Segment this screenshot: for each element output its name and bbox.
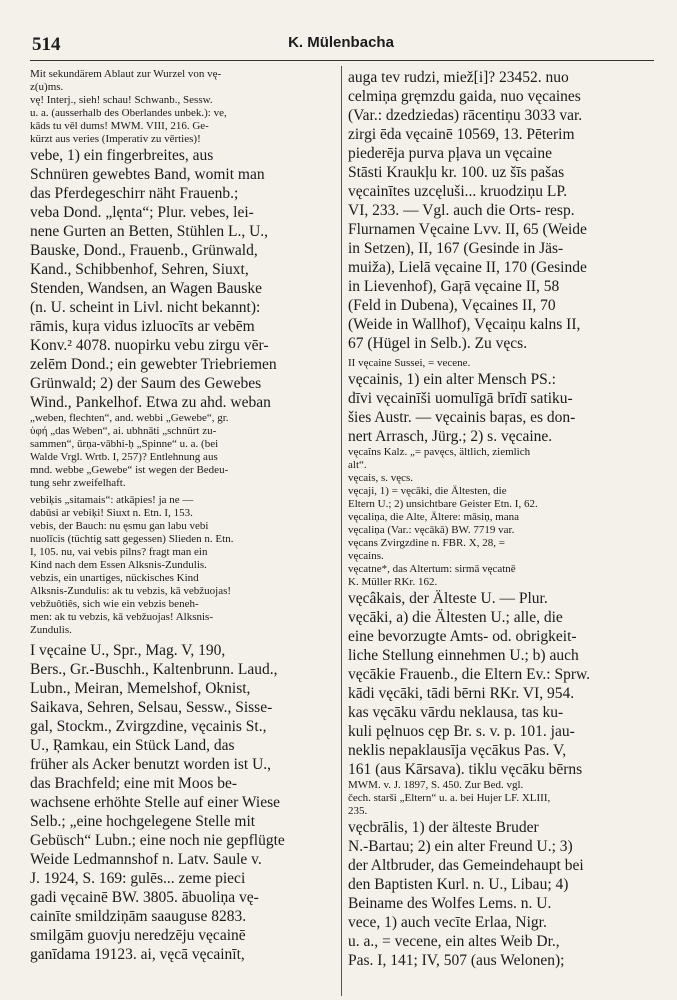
text-line: Eltern U.; 2) unsichtbare Geister Etn. I, 62. [348, 498, 538, 510]
text-line: Stāsti Kraukļu kr. 100. uz šīs pašas [348, 164, 565, 181]
text-line: 235. [348, 805, 368, 817]
text-line: muiža), Lielā vęcaine II, 170 (Gesinde [348, 259, 587, 276]
text-line: vęcains. [348, 550, 384, 562]
text-line: II vęcaine Sussei, = vecene. [348, 357, 471, 369]
text-line: in Lievenhof), Gaŗā vęcaine II, 58 [348, 278, 560, 295]
text-line: früher als Acker benutzt worden ist U., [30, 756, 272, 773]
text-line: vęcâkais, der Älteste U. — Plur. [348, 590, 548, 607]
text-line: Saikava, Sehren, Selsau, Sessw., Sisse- [30, 699, 273, 716]
text-line: zirgi ēda vęcainē 10569, 13. Pēterim [348, 126, 575, 143]
text-line: Gebüsch“ Lubn.; eine noch nie gepflügte [30, 832, 285, 849]
text-line: I vęcaine U., Spr., Mag. V, 190, [30, 642, 226, 659]
text-line: nene Gurten an Betten, Stühlen L., U., [30, 223, 269, 240]
text-line: rāmis, kuŗa vidus izluocīts ar vebēm [30, 318, 255, 335]
page-header [30, 28, 652, 58]
text-line: kürzt aus veries (Imperativ zu vērties)! [30, 133, 201, 145]
text-line: vebzis, ein unartiges, nückisches Kind [30, 572, 199, 584]
text-line: vebiķis „sitamais“: atkāpies! ja ne — [30, 494, 194, 506]
text-line: šies Austr. — vęcainis baŗas, es don- [348, 409, 576, 426]
text-line: Beiname des Wolfes Lems. n. U. [348, 895, 552, 912]
text-line: (n. U. scheint in Livl. nicht bekannt): [30, 299, 261, 316]
text-line: vęcākie Frauenb., die Eltern Ev.: Sprw. [348, 666, 591, 683]
text-line: Stenden, Wandsen, an Wagen Bauske [30, 280, 262, 297]
text-line: 67 (Hügel in Selb.). Zu vęcs. [348, 335, 528, 352]
text-line: vęcaîns Kalz. „= pavęcs, ältlich, ziemlich [348, 446, 531, 458]
text-line: J. 1924, S. 169: gulēs... zeme pieci [30, 870, 246, 887]
text-line: vęcbrālis, 1) der älteste Bruder [348, 819, 539, 836]
text-line: cainīte smildziņām saauguse 8283. [30, 908, 247, 925]
text-line: dabūsi ar vebiķi! Siuxt n. Etn. I, 153. [30, 507, 193, 519]
text-line: Pas. I, 141; IV, 507 (aus Welonen); [348, 952, 565, 969]
running-head: K. Mülenbacha [288, 34, 394, 51]
text-line: N.-Bartau; 2) ein alter Freund U.; 3) [348, 838, 573, 855]
text-line: u. a., = vecene, ein altes Weib Dr., [348, 933, 560, 950]
text-line: vęcāki, a) die Ältesten U.; alle, die [348, 609, 563, 626]
text-line: vebis, der Bauch: nu ęsmu gan labu vebi [30, 520, 209, 532]
column-divider [341, 66, 342, 996]
text-line: K. Müller RKr. 162. [348, 576, 438, 588]
text-line: Kand., Schibbenhof, Sehren, Siuxt, [30, 261, 249, 278]
text-line: vęcainis, 1) ein alter Mensch PS.: [348, 371, 556, 388]
text-line: vęcatne*, das Altertum: sirmā vęcatnē [348, 563, 516, 575]
text-line: „weben, flechten“, and. webbi „Gewebe“, gr. [30, 412, 229, 424]
text-line: Walde Vrgl. Wrtb. I, 257)? Entlehnung aus [30, 451, 218, 463]
text-line: vęcaliņa (Var.: vęcākā) BW. 7719 var. [348, 524, 515, 536]
text-line: alt“. [348, 459, 367, 471]
text-line: vęcaliņa, die Alte, Ältere: māsiņ, mana [348, 511, 520, 523]
text-line: das Pferdegeschirr näht Frauenb.; [30, 185, 239, 202]
text-line: tung sehr zweifelhaft. [30, 477, 126, 489]
text-line: das Brachfeld; eine mit Moos be- [30, 775, 238, 792]
text-line: liche Stellung einnehmen U.; b) auch [348, 647, 579, 664]
text-line: Konv.² 4078. nuopirku vebu zirgu vēr- [30, 337, 269, 354]
text-line: wachsene erhöhte Stelle auf einer Wiese [30, 794, 280, 811]
text-line: zelēm Dond.; ein gewebter Triebriemen [30, 356, 277, 373]
text-line: Selb.; „eine hochgelegene Stelle mit [30, 813, 256, 830]
text-line: dīvi vęcainīši uomulīgā brīdī satiku- [348, 390, 573, 407]
text-line: Zundulis. [30, 624, 72, 636]
text-line: z(u)ms. [30, 81, 64, 93]
text-line: in Setzen), II, 167 (Gesinde in Jäs- [348, 240, 564, 257]
text-line: mnd. webbe „Gewebe“ ist wegen der Bedeu- [30, 464, 229, 476]
text-line: 161 (aus Kārsava). tiklu vęcāku bērns [348, 761, 583, 778]
text-line: vebžuôtiês, sich wie ein vebzis beneh- [30, 598, 199, 610]
text-line: (Weide in Wallhof), Vęcaiņu kalns II, [348, 316, 581, 333]
text-line: neklis nepaklausīja vęcākus Pas. V, [348, 742, 567, 759]
header-rule [30, 60, 654, 61]
right-column [348, 68, 653, 970]
text-line: celmiņa gręmzdu gaida, nuo vęcaines [348, 88, 581, 105]
text-line: gadi vęcainē BW. 3805. ābuoliņa vę- [30, 889, 259, 906]
text-line: nuolīcis (tüchtig satt gegessen) Slieden n. Etn. [30, 533, 234, 545]
text-line: men: ak tu vebzis, kā vebžuojas! Alksnis- [30, 611, 213, 623]
text-line: Alksnis-Zundulis: ak tu vebzis, kā vebžuojas! [30, 585, 232, 597]
text-line: Kind nach dem Essen Alksnis-Zundulis. [30, 559, 207, 571]
text-line: vęcais, s. vęcs. [348, 472, 414, 484]
text-line: vęcainītes uzcęluši... kruodziņu LP. [348, 183, 568, 200]
text-line: Bauske, Dond., Frauenb., Grünwald, [30, 242, 258, 259]
text-line: kuli pęlnuos cęp Br. s. v. p. 101. jau- [348, 723, 575, 740]
text-line: Bers., Gr.-Buschh., Kaltenbrunn. Laud., [30, 661, 278, 678]
text-line: eine bevorzugte Amts- od. obrigkeit- [348, 628, 577, 645]
text-line: den Baptisten Kurl. n. U., Libau; 4) [348, 876, 569, 893]
text-line: I, 105. nu, vai vebis pilns? fragt man ein [30, 546, 208, 558]
text-line: nert Arrasch, Jürg.; 2) s. vęcaine. [348, 428, 553, 445]
text-line: MWM. v. J. 1897, S. 450. Zur Bed. vgl. [348, 779, 524, 791]
text-line: vęcaji, 1) = vęcāki, die Ältesten, die [348, 485, 507, 497]
text-line: u. a. (ausserhalb des Oberlandes unbek.): ve, [30, 107, 227, 119]
text-line: (Feld in Dubena), Vęcaines II, 70 [348, 297, 556, 314]
text-line: vebe, 1) ein fingerbreites, aus [30, 147, 214, 164]
text-line: Flurnamen Vęcaine Lvv. II, 65 (Weide [348, 221, 587, 238]
text-line: (Var.: dzedziedas) rācentiņu 3033 var. [348, 107, 583, 124]
text-line: sammen“, ūrṇa-vābhi-ḥ „Spinne“ u. a. (bei [30, 438, 219, 450]
text-line: Wind., Pankelhof. Etwa zu ahd. weban [30, 394, 271, 411]
text-line: kāds tu vēl dums! MWM. VIII, 216. Ge- [30, 120, 209, 132]
text-line: vece, 1) auch vecīte Erlaa, Nigr. [348, 914, 547, 931]
text-line: kādi vęcāki, tādi bērni RKr. VI, 954. [348, 685, 575, 702]
left-column [30, 68, 335, 964]
text-line: VI, 233. — Vgl. auch die Orts- resp. [348, 202, 575, 219]
text-line: ganīdama 19123. ai, vęcā vęcainīt, [30, 946, 245, 963]
text-line: ὑφή „das Weben“, ai. ubhnāti „schnürt zu- [30, 425, 217, 437]
text-line: Lubn., Meiran, Memelshof, Oknist, [30, 680, 251, 697]
text-line: Weide Ledmannshof n. Latv. Saule v. [30, 851, 262, 868]
text-line: smilgām guovju neredzēju vęcainē [30, 927, 246, 944]
text-line: der Altbruder, das Gemeindehaupt bei [348, 857, 584, 874]
text-line: piederēja purva pļava un vęcaine [348, 145, 552, 162]
text-line: U., Ŗamkau, ein Stück Land, das [30, 737, 235, 754]
text-line: vęcans Zvirgzdine n. FBR. X, 28, = [348, 537, 505, 549]
text-line: gal, Stockm., Zvirgzdine, vęcainis St., [30, 718, 267, 735]
text-line: kas vęcāku vārdu neklausa, tas ku- [348, 704, 564, 721]
text-line: vę! Interj., sieh! schau! Schwanb., Sessw. [30, 94, 213, 106]
text-line: Schnüren gewebtes Band, womit man [30, 166, 265, 183]
page-number: 514 [32, 34, 61, 55]
text-line: auga tev rudzi, miež[i]? 23452. nuo [348, 69, 569, 86]
text-line: Grünwald; 2) der Saum des Gewebes [30, 375, 262, 392]
text-line: veba Dond. „lęnta“; Plur. vebes, lei- [30, 204, 254, 221]
text-line: Mit sekundärem Ablaut zur Wurzel von vę- [30, 68, 222, 80]
text-line: čech. starši „Eltern“ u. a. bei Hujer LF. XLIII, [348, 792, 551, 804]
